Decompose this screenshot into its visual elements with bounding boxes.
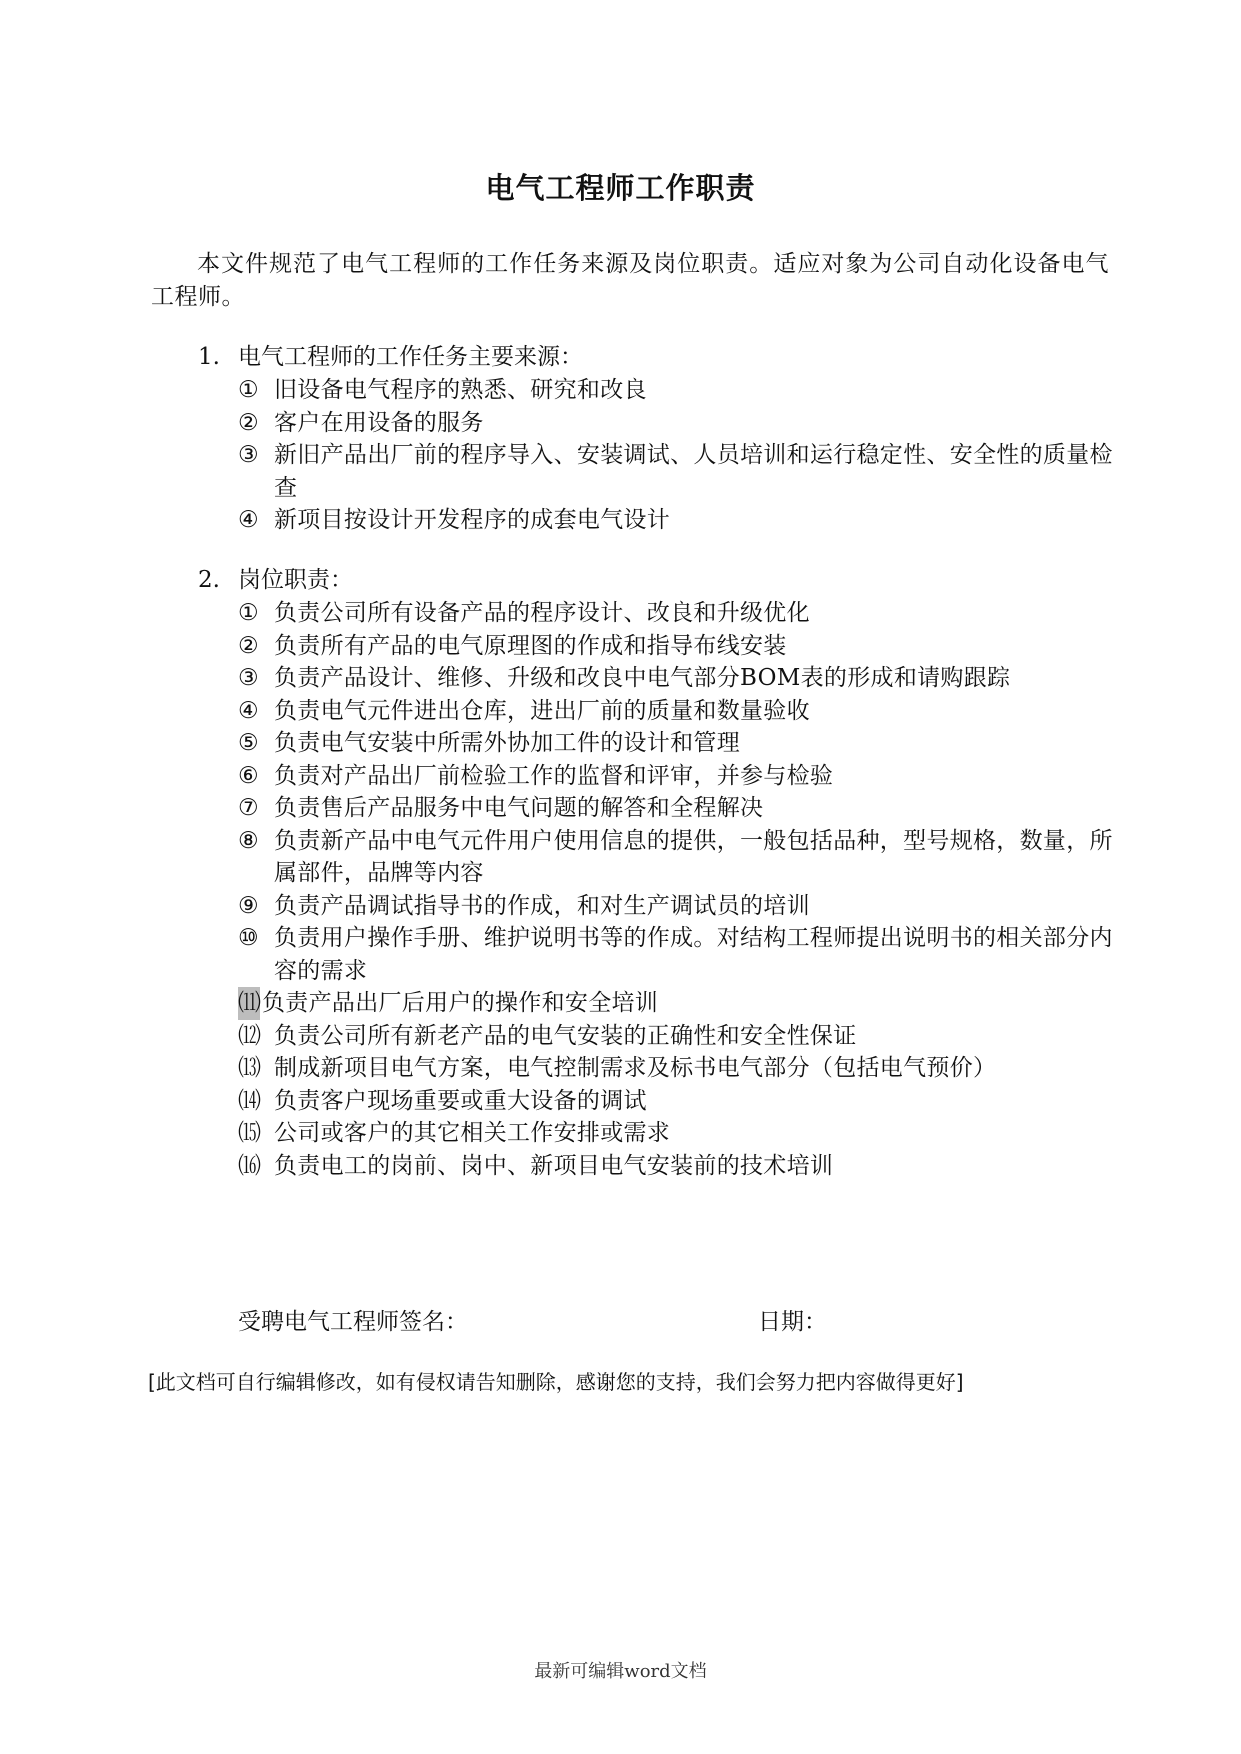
section-responsibilities xyxy=(198,564,1113,1182)
item-marker: ② xyxy=(238,409,259,436)
item-marker: ② xyxy=(238,632,259,659)
section-task-sources xyxy=(198,341,1113,537)
list-item xyxy=(238,504,1113,537)
item-text: 新项目按设计开发程序的成套电气设计 xyxy=(274,507,671,533)
item-text: 负责公司所有新老产品的电气安装的正确性和安全性保证 xyxy=(274,1022,857,1049)
item-text: 负责新产品中电气元件用户使用信息的提供，一般包括品种，型号规格，数量，所属部件，品牌等内容 xyxy=(274,827,1113,886)
list-item xyxy=(238,407,1113,440)
date-label: 日期： xyxy=(758,1309,827,1335)
list-item xyxy=(238,987,1113,1020)
task-source-list xyxy=(198,374,1113,537)
item-marker: ⒀ xyxy=(238,1055,262,1081)
list-item xyxy=(238,597,1113,630)
item-marker: ① xyxy=(238,377,259,403)
section-heading xyxy=(198,341,1113,374)
document-title: 电气工程师工作职责 xyxy=(485,171,756,205)
item-marker: ⑥ xyxy=(238,762,259,789)
list-item xyxy=(238,1020,1113,1053)
item-text: 旧设备电气程序的熟悉、研究和改良 xyxy=(274,377,647,403)
item-marker: ④ xyxy=(238,697,259,724)
list-item xyxy=(238,374,1113,407)
list-item xyxy=(238,1117,1113,1150)
item-marker: ⑦ xyxy=(238,795,259,821)
item-marker: ⑩ xyxy=(238,925,259,951)
list-item xyxy=(238,922,1113,987)
list-item xyxy=(238,825,1113,890)
list-item xyxy=(238,727,1113,760)
signature-label: 受聘电气工程师签名： xyxy=(238,1309,468,1335)
list-item xyxy=(238,890,1113,923)
list-item xyxy=(238,1085,1113,1118)
item-text: 公司或客户的其它相关工作安排或需求 xyxy=(274,1120,671,1146)
item-marker: ⒃ xyxy=(238,1152,262,1179)
item-text: 负责对产品出厂前检验工作的监督和评审，并参与检验 xyxy=(274,762,834,789)
item-marker: ① xyxy=(238,600,259,626)
section-number: 2. xyxy=(198,567,220,593)
item-text: 制成新项目电气方案，电气控制需求及标书电气部分（包括电气预价） xyxy=(274,1055,997,1081)
edit-notice: [此文档可自行编辑修改，如有侵权请告知删除，感谢您的支持，我们会努力把内容做得更好] xyxy=(148,1370,964,1394)
list-item xyxy=(238,1052,1113,1085)
item-marker: ⑧ xyxy=(238,827,259,854)
item-text: 负责售后产品服务中电气问题的解答和全程解决 xyxy=(274,795,764,821)
item-marker: ⑤ xyxy=(238,730,259,756)
page-footer: 最新可编辑word文档 xyxy=(534,1661,707,1682)
list-item xyxy=(238,662,1113,695)
item-text: 负责客户现场重要或重大设备的调试 xyxy=(274,1087,647,1114)
item-text: 负责电气元件进出仓库，进出厂前的质量和数量验收 xyxy=(274,697,810,724)
item-text: 负责用户操作手册、维护说明书等的作成。对结构工程师提出说明书的相关部分内容的需求 xyxy=(274,925,1113,984)
item-marker: ③ xyxy=(238,665,259,691)
item-text: 负责电工的岗前、岗中、新项目电气安装前的技术培训 xyxy=(274,1152,834,1179)
item-marker: ④ xyxy=(238,507,259,533)
intro-paragraph: 本文件规范了电气工程师的工作任务来源及岗位职责。适应对象为公司自动化设备电气工程师。 xyxy=(151,251,1109,310)
section-number: 1. xyxy=(198,344,220,370)
item-marker: ③ xyxy=(238,442,259,468)
section-title: 岗位职责： xyxy=(238,567,353,593)
item-marker: ⑿ xyxy=(238,1022,262,1049)
section-heading xyxy=(198,564,1113,597)
list-item xyxy=(238,792,1113,825)
section-title: 电气工程师的工作任务主要来源： xyxy=(238,344,583,370)
item-text: 负责产品出厂后用户的操作和安全培训 xyxy=(262,990,659,1016)
item-text: 新旧产品出厂前的程序导入、安装调试、人员培训和运行稳定性、安全性的质量检查 xyxy=(274,442,1113,501)
item-marker: ⒂ xyxy=(238,1120,262,1146)
list-item xyxy=(238,760,1113,793)
responsibility-list xyxy=(198,597,1113,1182)
item-text: 负责产品调试指导书的作成，和对生产调试员的培训 xyxy=(274,892,810,919)
item-text: 负责公司所有设备产品的程序设计、改良和升级优化 xyxy=(274,600,810,626)
item-marker: ⒁ xyxy=(238,1087,262,1114)
item-text: 负责产品设计、维修、升级和改良中电气部分BOM表的形成和请购跟踪 xyxy=(274,665,1011,691)
item-text: 负责电气安装中所需外协加工件的设计和管理 xyxy=(274,730,740,756)
list-item xyxy=(238,695,1113,728)
item-text: 客户在用设备的服务 xyxy=(274,409,484,436)
item-marker: ⑾ xyxy=(238,987,260,1020)
item-text: 负责所有产品的电气原理图的作成和指导布线安装 xyxy=(274,632,787,659)
list-item xyxy=(238,1150,1113,1183)
list-item xyxy=(238,630,1113,663)
item-marker: ⑨ xyxy=(238,892,259,919)
list-item xyxy=(238,439,1113,504)
signature-line xyxy=(238,1306,938,1339)
